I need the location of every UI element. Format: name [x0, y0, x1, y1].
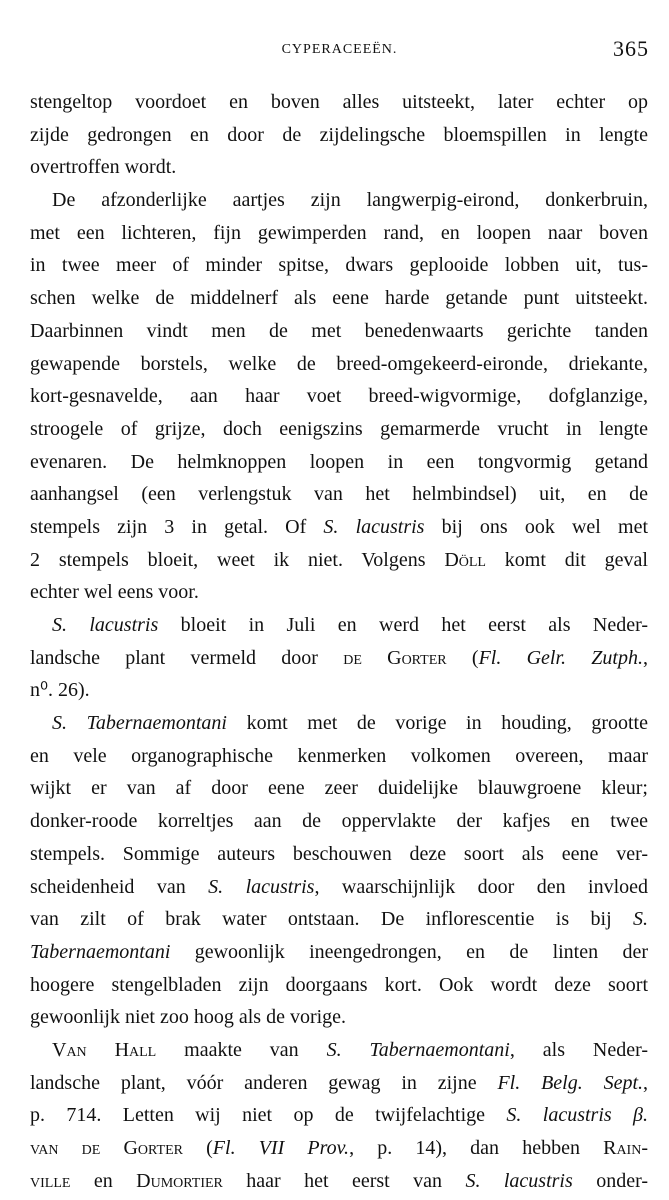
text-span: ,	[643, 1071, 648, 1094]
small-caps-span: ville	[30, 1169, 71, 1192]
text-span: landsche plant, vóór anderen gewag in zijne	[30, 1071, 498, 1094]
text-line	[30, 609, 648, 642]
italic-span: S. Tabernaemontani	[326, 1038, 510, 1061]
text-line	[30, 871, 648, 904]
text-span: komt dit geval	[485, 548, 648, 571]
text-line: gewoonlijk niet zoo hoog als de vorige.	[30, 1006, 347, 1029]
text-line: schen welke de middelnerf als eene harde getande punt uitsteekt.	[30, 287, 648, 310]
text-span: onder-	[572, 1169, 648, 1192]
text-span: gewoonlijk ineengedrongen, en de linten der	[170, 940, 648, 963]
italic-span: S. lacustris β.	[506, 1104, 648, 1127]
italic-span: S.	[633, 908, 648, 931]
text-line: stroogele of grijze, doch eenigszins gemarmerde vrucht in lengte	[30, 417, 648, 440]
text-line	[30, 707, 648, 740]
text-line: kort-gesnavelde, aan haar voet breed-wigvormige, dofglanzige,	[30, 385, 648, 408]
small-caps-span: Dumortier	[136, 1169, 223, 1192]
running-title: CYPERACEEËN.	[281, 42, 398, 57]
text-line: n⁰. 26).	[30, 679, 90, 702]
running-head	[30, 36, 649, 60]
italic-span: Fl. Gelr. Zutph.	[478, 646, 643, 669]
text-span: maakte van	[156, 1038, 327, 1061]
text-line	[30, 511, 648, 544]
text-span: 2 stempels bloeit, weet ik niet. Volgens	[30, 548, 445, 571]
text-line: in twee meer of minder spitse, dwars geplooide lobben uit, tus-	[30, 254, 648, 277]
text-line: zijde gedrongen en door de zijdelingsche bloemspillen in lengte	[30, 123, 648, 146]
text-span: bij ons ook wel met	[424, 515, 649, 538]
text-line: en vele organographische kenmerken volkomen overeen, maar	[30, 744, 648, 767]
text-span: haar het eerst van	[222, 1169, 466, 1192]
small-caps-span: Rain-	[603, 1137, 648, 1159]
text-line: aanhangsel (een verlengstuk van het helmbindsel) uit, en de	[30, 483, 648, 506]
text-span: ,	[643, 646, 648, 669]
text-span: (	[446, 646, 479, 669]
small-caps-span: Van Hall	[52, 1038, 157, 1061]
text-line: stempels. Sommige auteurs beschouwen deze soort als eene ver-	[30, 842, 648, 865]
italic-span: S. lacustris	[208, 875, 315, 898]
text-line	[30, 544, 648, 577]
text-span: , waarschijnlijk door den invloed	[314, 875, 649, 898]
text-line: hoogere stengelbladen zijn doorgaans kort. Ook wordt deze soort	[30, 973, 648, 996]
text-line	[30, 1132, 648, 1165]
text-line	[30, 642, 648, 675]
page-number: 365	[613, 36, 649, 61]
text-span: bloeit in Juli en werd het eerst als Neder-	[158, 614, 648, 636]
text-line: wijkt er van af door eene zeer duidelijke blauwgroene kleur;	[30, 777, 648, 800]
text-line: De afzonderlijke aartjes zijn langwerpig-eirond, donkerbruin,	[52, 189, 648, 212]
text-span: , p. 14), dan hebben	[349, 1137, 604, 1159]
text-line: met een lichteren, fijn gewimperden rand, en loopen naar boven	[30, 221, 648, 244]
text-line: Daarbinnen vindt men de met benedenwaarts gerichte tanden	[30, 319, 648, 342]
text-line	[30, 1099, 648, 1132]
italic-span: S. lacustris	[465, 1169, 573, 1192]
text-line	[30, 1165, 648, 1198]
small-caps-span: Döll	[444, 548, 486, 571]
text-line: evenaren. De helmknoppen loopen in een tongvormig getand	[30, 450, 648, 473]
text-span: stempels zijn 3 in getal. Of	[30, 515, 324, 538]
text-line: donker-roode korreltjes aan de oppervlakte der kafjes en twee	[30, 810, 648, 833]
text-span: , als Neder-	[509, 1038, 648, 1061]
text-line: overtroffen wordt.	[30, 156, 177, 179]
text-line: stengeltop voordoet en boven alles uitsteekt, later echter op	[30, 91, 648, 113]
text-line	[30, 1067, 648, 1100]
italic-span: S. Tabernaemontani	[52, 712, 227, 735]
italic-span: S. lacustris	[323, 515, 425, 538]
text-span: p. 714. Letten wij niet op de twijfelachtige	[30, 1104, 507, 1127]
small-caps-span: de Gorter	[343, 646, 447, 669]
text-span: (	[182, 1137, 213, 1159]
text-span: komt met de vorige in houding, grootte	[226, 712, 648, 735]
text-line	[30, 936, 648, 969]
text-line	[30, 1034, 648, 1067]
italic-span: Tabernaemontani	[30, 940, 171, 963]
text-span: en	[70, 1169, 137, 1192]
body-text	[30, 86, 648, 1197]
text-span: landsche plant vermeld door	[30, 646, 344, 669]
text-span: van zilt of brak water ontstaan. De inflorescentie is bij	[30, 908, 633, 931]
italic-span: S. lacustris	[52, 614, 159, 636]
italic-span: Fl. VII Prov.	[212, 1137, 350, 1159]
text-span: scheidenheid van	[30, 875, 209, 898]
text-line: echter wel eens voor.	[30, 581, 199, 604]
small-caps-span: van de Gorter	[30, 1137, 183, 1159]
italic-span: Fl. Belg. Sept.	[497, 1071, 643, 1094]
text-line	[30, 903, 648, 936]
text-line: gewapende borstels, welke de breed-omgekeerd-eironde, driekante,	[30, 352, 648, 375]
